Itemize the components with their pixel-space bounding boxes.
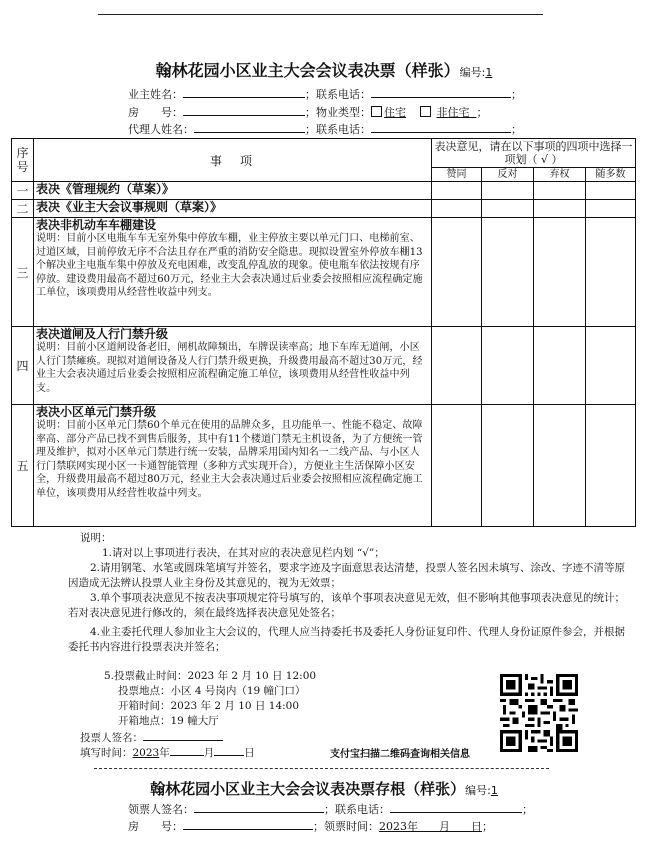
semicolon: ； — [481, 820, 493, 833]
row-content — [34, 327, 432, 405]
row-title: 表决小区单元门禁升级 — [36, 405, 157, 419]
cut-line — [94, 768, 549, 769]
room-line — [128, 104, 488, 120]
row-content — [34, 218, 432, 327]
stub-phone-label: ；联系电话： — [324, 803, 390, 816]
header-item: 事 项 — [34, 139, 432, 182]
property-type-label: ；物业类型： — [305, 106, 371, 119]
owner-phone-field[interactable] — [371, 87, 511, 98]
stub-title-text: 翰林花园小区业主大会会议表决票存根（样张） — [150, 780, 466, 798]
semicolon: ； — [511, 88, 522, 101]
row-no: 五 — [12, 405, 34, 527]
table-header-row — [12, 139, 636, 168]
number-value: 1 — [485, 66, 493, 79]
note-item: 3.单个事项表决意见不按表决事项规定符号填写的，该单个事项表决意见无效，但不影响其他事项表决意见的统计；若对表决意见进行修改的，须在最终选择表决意见处签名； — [68, 592, 626, 619]
note-item: 1.请对以上事项进行表决，在其对应的表决意见栏内划 “√”； — [102, 547, 385, 559]
vote-cell-oppose[interactable] — [482, 182, 534, 200]
vote-cell-agree[interactable] — [432, 182, 482, 200]
voting-table — [11, 138, 636, 527]
option-oppose: 反对 — [482, 168, 534, 182]
qr-code-icon — [500, 674, 578, 752]
voter-sign-field[interactable] — [143, 730, 223, 741]
stub-number-label: 编号: — [465, 784, 491, 797]
option-abstain: 弃权 — [534, 168, 586, 182]
receiver-sign-label: 领票人签名： — [128, 803, 194, 816]
note-item: 2.请用钢笔、水笔或圆珠笔填写并签名，要求字迹及字面意思表达清楚，投票人签名因未填写、涂改、字迹不清等原因造成无法辨认投票人业主身份及其意见的，视为无效票； — [68, 562, 626, 589]
room-label: 房 号： — [128, 106, 183, 119]
vote-cell-majority[interactable] — [586, 200, 636, 218]
agent-phone-field[interactable] — [371, 122, 511, 133]
agent-name-label: 代理人姓名： — [128, 123, 194, 136]
row-title: 表决道闸及人行门禁升级 — [36, 327, 169, 341]
fill-time-label: 填写时间： — [80, 747, 133, 759]
vote-cell-abstain[interactable] — [534, 327, 586, 405]
non-residential-checkbox[interactable] — [420, 106, 431, 117]
fill-day-field[interactable] — [214, 745, 244, 756]
semicolon: ； — [511, 123, 522, 136]
receiver-sign-field[interactable] — [194, 802, 324, 813]
title-text: 翰林花园小区业主大会会议表决票（样张） — [155, 61, 460, 80]
table-row — [12, 218, 636, 327]
table-row — [12, 405, 636, 527]
day-unit: 日 — [244, 747, 255, 759]
count-time-text: 开箱时间：2023 年 2 月 10 日 14:00 — [118, 700, 300, 712]
stub-phone-field[interactable] — [390, 802, 522, 813]
row-title: 表决《管理规约（草案）》 — [34, 182, 432, 200]
fill-time-line — [80, 745, 255, 760]
vote-cell-agree[interactable] — [432, 218, 482, 327]
stub-number-value: 1 — [490, 784, 498, 797]
receive-month-field[interactable] — [418, 820, 439, 833]
owner-line — [128, 86, 522, 102]
year-unit: 年 — [407, 820, 418, 833]
fill-month-field[interactable] — [170, 745, 204, 756]
ballot-title — [0, 58, 648, 81]
vote-cell-abstain[interactable] — [534, 182, 586, 200]
row-description: 说明：目前小区电瓶车车无室外集中停放车棚，业主停放主要以单元门口、电梯前室、过道区域，目前停放无序不合法且存在严重的消防安全隐患。现拟设置室外停放车棚13个解决业主电瓶车集中停放及充电困难，改变乱停乱放的现象。使电瓶车依法按规有序停放。建设费用最高不超过60万元，经业主大会表决通过后业委会按照相应流程确定施工单位，该项费用从经营性收益中列支。 — [36, 233, 423, 298]
year-unit: 年 — [159, 747, 170, 759]
vote-cell-majority[interactable] — [586, 405, 636, 527]
room-field[interactable] — [183, 105, 305, 116]
notes-section — [68, 531, 632, 655]
vote-cell-agree[interactable] — [432, 405, 482, 527]
row-no: 四 — [12, 327, 34, 405]
option-follow-majority: 随多数 — [586, 168, 636, 182]
notes-heading: 说明： — [80, 532, 112, 544]
table-row — [12, 200, 636, 218]
row-description: 说明：目前小区单元门禁60个单元在使用的品牌众多，且功能单一、性能不稳定、故障率高、部分产品已找不到售后服务，其中有11个楼道门禁无主机设备，为了方便统一管理及维护，拟对小区单元门禁进行统一安装，品牌采用国内知名一二线产品、与小区人行门禁联网实现小区一卡通智能管理（多种方式实现开合），方便业主生活保障小区安全，升级费用最高不超过80万元，经业主大会表决通过后业委会按照相应流程确定施工单位，该项费用从经营性收益中列支。 — [36, 420, 423, 499]
owner-name-field[interactable] — [183, 87, 305, 98]
vote-cell-oppose[interactable] — [482, 327, 534, 405]
vote-cell-agree[interactable] — [432, 200, 482, 218]
header-no: 序号 — [12, 139, 34, 182]
vote-location-text: 投票地点：小区 4 号岗内（19 幢门口） — [118, 685, 306, 697]
agent-line — [128, 121, 522, 137]
table-row — [12, 182, 636, 200]
vote-cell-abstain[interactable] — [534, 218, 586, 327]
row-description: 说明：目前小区道闸设备老旧，闸机故障频出，车牌误读率高；地下车库无道闸，小区人行门禁瘫痪。现拟对道闸设备及人行门禁升级更换，升级费用最高不超过30万元，经业主大会表决通过后业委会按照相应流程确定施工单位，该项费用从经营性收益中列支。 — [36, 342, 423, 394]
header-opinion: 表决意见，请在以下事项的四项中选择一项划（ √ ） — [432, 139, 636, 168]
month-unit: 月 — [438, 820, 450, 833]
month-unit: 月 — [203, 747, 215, 759]
row-no: 三 — [12, 218, 34, 327]
vote-cell-majority[interactable] — [586, 182, 636, 200]
non-residential-label: 非住宅 — [436, 106, 470, 119]
stub-room-line — [128, 818, 493, 834]
agent-phone-label: ；联系电话： — [305, 123, 371, 136]
phone-label: ；联系电话： — [305, 88, 371, 101]
voter-sign-label: 投票人签名： — [80, 732, 143, 744]
residential-label: 住宅 — [384, 106, 406, 119]
voter-sign-line — [80, 730, 223, 745]
row-no: 二 — [12, 200, 34, 218]
owner-name-label: 业主姓名： — [128, 88, 183, 101]
stub-title — [0, 778, 648, 799]
row-no: 一 — [12, 182, 34, 200]
row-content — [34, 405, 432, 527]
vote-cell-oppose[interactable] — [482, 405, 534, 527]
vote-cell-abstain[interactable] — [534, 200, 586, 218]
row-title: 表决非机动车车棚建设 — [36, 218, 157, 232]
vote-cell-majority[interactable] — [586, 327, 636, 405]
stub-room-field[interactable] — [183, 819, 313, 830]
receive-day-field[interactable] — [450, 820, 471, 833]
agent-name-field[interactable] — [194, 122, 305, 133]
vote-cell-oppose[interactable] — [482, 200, 534, 218]
stub-room-label: 房 号： — [128, 820, 183, 833]
deadline-text: 5.投票截止时间：2023 年 2 月 10 日 12:00 — [104, 670, 317, 682]
receive-year: 2023 — [379, 820, 407, 833]
vote-cell-majority[interactable] — [586, 218, 636, 327]
receive-time-label: ；领票时间： — [313, 820, 379, 833]
semicolon: ； — [522, 803, 533, 816]
alipay-scan-note: 支付宝扫描二维码查询相关信息 — [330, 749, 470, 760]
semicolon: ； — [476, 106, 488, 119]
note-item: 4.业主委托代理人参加业主大会议的，代理人应当持委托书及委托人身份证复印件、代理人身份证原件参会，并根据委托书内容进行投票表决并签名； — [68, 626, 626, 653]
fill-year: 2023 — [132, 747, 160, 759]
number-label: 编号: — [459, 66, 486, 79]
vote-cell-oppose[interactable] — [482, 218, 534, 327]
vote-cell-abstain[interactable] — [534, 405, 586, 527]
option-agree: 赞同 — [432, 168, 482, 182]
vote-cell-agree[interactable] — [432, 327, 482, 405]
table-row — [12, 327, 636, 405]
top-rule — [98, 14, 543, 15]
day-unit: 日 — [470, 820, 482, 833]
row-title: 表决《业主大会议事规则（草案）》 — [34, 200, 432, 218]
residential-checkbox[interactable] — [371, 106, 382, 117]
stub-receiver-line — [128, 801, 533, 817]
count-location-text: 开箱地点：19 幢大厅 — [118, 715, 219, 727]
